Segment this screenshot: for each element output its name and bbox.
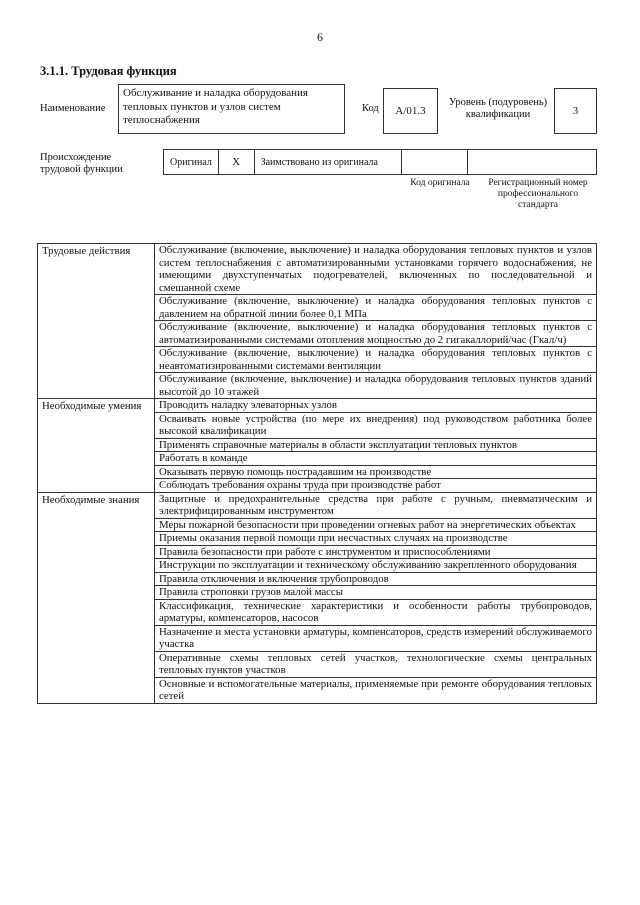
registration-label: Регистрационный номер профессионального стандарта — [488, 178, 588, 210]
origin-original: Оригинал — [164, 150, 219, 174]
section-item: Применять справочные материалы в области эксплуатации тепловых пунктов — [155, 438, 597, 452]
section-item: Обслуживание (включение, выключение) и наладка оборудования тепловых пунктов и узлов систем теплоснабжения с автоматизированными установками горячего водоснабжения, не имеющими двухступенчатых подогревателей, включенных по последовательной и смешанной схеме — [155, 244, 597, 295]
section-item: Оказывать первую помощь пострадавшим на производстве — [155, 465, 597, 479]
code-value: А/01.3 — [383, 88, 438, 134]
origin-original-mark: X — [219, 150, 255, 174]
page-number: 6 — [317, 30, 323, 44]
section-category: Трудовые действия — [38, 244, 155, 399]
origin-row — [163, 149, 597, 175]
section-item: Защитные и предохранительные средства при работе с ручным, пневматическим и электрифицированным инструментом — [155, 492, 597, 518]
registration-cell — [468, 150, 596, 174]
section-item: Обслуживание (включение, выключение) и наладка оборудования тепловых пунктов зданий высотой до 10 этажей — [155, 373, 597, 399]
section-item: Оперативные схемы тепловых сетей участков, технологические схемы центральных тепловых пунктов участков — [155, 651, 597, 677]
section-item: Работать в команде — [155, 452, 597, 466]
section-title: 3.1.1. Трудовая функция — [40, 64, 177, 78]
section-item: Назначение и места установки арматуры, компенсаторов, средств измерений обслуживаемого участка — [155, 625, 597, 651]
level-label: Уровень (подуровень) квалификации — [448, 97, 548, 120]
section-item: Проводить наладку элеваторных узлов — [155, 399, 597, 413]
section-item: Инструкции по эксплуатации и техническому обслуживанию закрепленного оборудования — [155, 559, 597, 573]
code-label: Код — [362, 103, 379, 114]
section-item: Меры пожарной безопасности при проведении огневых работ на энергетических объектах — [155, 518, 597, 532]
section-item: Осваивать новые устройства (по мере их внедрения) под руководством работника более высокой квалификации — [155, 412, 597, 438]
section-item: Правила отключения и включения трубопроводов — [155, 572, 597, 586]
table-row — [38, 492, 597, 518]
table-row — [38, 244, 597, 295]
name-label: Наименование — [40, 103, 106, 114]
origin-label: Происхождение трудовой функции — [40, 152, 123, 175]
section-item: Приемы оказания первой помощи при несчастных случаях на производстве — [155, 532, 597, 546]
origin-code-label: Код оригинала — [410, 178, 470, 188]
function-table — [37, 243, 597, 704]
origin-code-cell — [402, 150, 468, 174]
section-item: Основные и вспомогательные материалы, применяемые при ремонте оборудования тепловых сетей — [155, 677, 597, 703]
section-item: Обслуживание (включение, выключение) и наладка оборудования тепловых пунктов с неавтоматизированными системами вентиляции — [155, 347, 597, 373]
section-item: Соблюдать требования охраны труда при производстве работ — [155, 479, 597, 493]
section-item: Обслуживание (включение, выключение) и наладка оборудования тепловых пунктов с давлением на обратной линии более 0,1 МПа — [155, 295, 597, 321]
table-row — [38, 399, 597, 413]
section-item: Правила строповки грузов малой массы — [155, 586, 597, 600]
name-value: Обслуживание и наладка оборудования тепловых пунктов и узлов систем теплоснабжения — [118, 84, 345, 134]
section-category: Необходимые знания — [38, 492, 155, 703]
section-category: Необходимые умения — [38, 399, 155, 493]
section-item: Классификация, технические характеристики и особенности работы трубопроводов, арматуры, компенсаторов, насосов — [155, 599, 597, 625]
level-value: 3 — [554, 88, 597, 134]
origin-borrowed: Заимствовано из оригинала — [255, 150, 402, 174]
section-item: Правила безопасности при работе с инструментом и приспособлениями — [155, 545, 597, 559]
section-item: Обслуживание (включение, выключение) и наладка оборудования тепловых пунктов с автоматизированными системами отопления мощностью до 2 гигакаллорий/час (Гкал/ч) — [155, 321, 597, 347]
